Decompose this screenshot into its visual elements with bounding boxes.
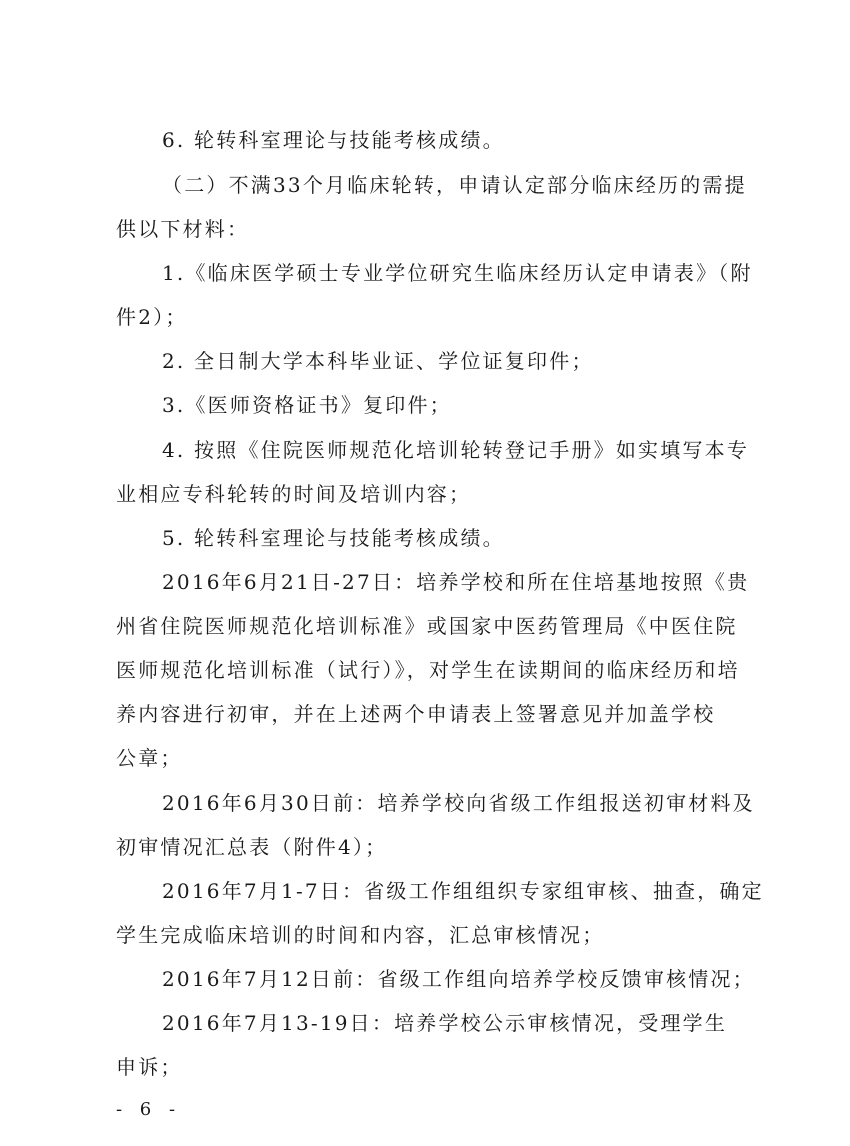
- paragraph-line: 2016年7月13-19日：培养学校公示审核情况，受理学生: [162, 1011, 728, 1035]
- paragraph-line: 供以下材料：: [116, 217, 250, 241]
- paragraph-line: 初审情况汇总表（附件4）；: [116, 835, 388, 859]
- paragraph-line: 养内容进行初审，并在上述两个申请表上签署意见并加盖学校: [116, 702, 716, 726]
- paragraph-line: 2016年7月1-7日：省级工作组组织专家组审核、抽查，确定: [162, 879, 764, 903]
- paragraph-line: 学生完成临床培训的时间和内容，汇总审核情况；: [116, 923, 605, 947]
- paragraph-line: 州省住院医师规范化培训标准》或国家中医药管理局《中医住院: [116, 614, 738, 638]
- paragraph-line: 申诉；: [116, 1055, 183, 1079]
- paragraph-line: 3.《医师资格证书》复印件；: [162, 393, 452, 417]
- paragraph-line: 医师规范化培训标准（试行）》，对学生在读期间的临床经历和培: [116, 658, 740, 682]
- paragraph-line: 业相应专科轮转的时间及培训内容；: [116, 482, 472, 506]
- paragraph-line: 件2）；: [116, 305, 188, 329]
- paragraph-line: （二）不满33个月临床轮转，申请认定部分临床经历的需提: [162, 173, 747, 197]
- paragraph-line: 6. 轮转科室理论与技能考核成绩。: [162, 128, 505, 152]
- paragraph-line: 5. 轮转科室理论与技能考核成绩。: [162, 526, 505, 550]
- paragraph-line: 1.《临床医学硕士专业学位研究生临床经历认定申请表》（附: [162, 261, 753, 285]
- page-number: - 6 -: [116, 1099, 182, 1120]
- paragraph-line: 2016年7月12日前：省级工作组向培养学校反馈审核情况；: [162, 967, 755, 991]
- paragraph-line: 4. 按照《住院医师规范化培训轮转登记手册》如实填写本专: [162, 438, 750, 462]
- paragraph-line: 2016年6月30日前：培养学校向省级工作组报送初审材料及: [162, 791, 755, 815]
- paragraph-line: 2. 全日制大学本科毕业证、学位证复印件；: [162, 349, 594, 373]
- paragraph-line: 公章；: [116, 746, 183, 770]
- paragraph-line: 2016年6月21日-27日：培养学校和所在住培基地按照《贵: [162, 570, 750, 594]
